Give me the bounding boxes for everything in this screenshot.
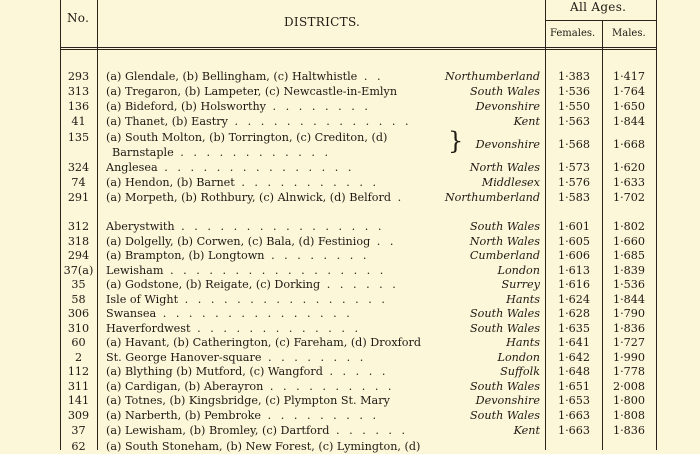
district-name: Haverfordwest . . . . . . . . . . . . .	[106, 322, 362, 335]
row-number: 37	[71, 424, 86, 437]
table-row	[0, 350, 700, 365]
row-number: 41	[71, 115, 86, 128]
county-name: Northumberland	[444, 70, 540, 83]
district-name: (a) Brampton, (b) Longtown . . . . . . . .	[106, 249, 370, 262]
male-value: 1·844	[612, 115, 646, 128]
county-name: Devonshire	[475, 394, 540, 407]
male-value: 1·668	[612, 138, 646, 151]
table-row	[0, 393, 700, 408]
district-name: Isle of Wight . . . . . . . . . . . . . . . .	[106, 293, 388, 306]
male-value: 1·727	[612, 336, 646, 349]
male-value: 1·620	[612, 161, 646, 174]
header-males: Males.	[612, 28, 646, 39]
rule-header-bottom-2	[60, 49, 656, 50]
row-number: 324	[67, 161, 90, 174]
district-name: Lewisham . . . . . . . . . . . . . . . . .	[106, 264, 387, 277]
male-value: 1·702	[612, 191, 646, 204]
table-row	[0, 408, 700, 423]
district-name: (a) South Molton, (b) Torrington, (c) Crediton, (d)	[106, 131, 388, 144]
district-name: (a) Morpeth, (b) Rothbury, (c) Alnwick, (d) Belford .	[106, 191, 405, 204]
header-females: Females.	[550, 28, 596, 39]
table-row	[0, 84, 700, 99]
county-name: London	[497, 351, 540, 364]
district-name: (a) Blything (b) Mutford, (c) Wangford . . . . .	[106, 365, 389, 378]
female-value: 1·663	[557, 424, 591, 437]
district-name: Swansea . . . . . . . . . . . . . . .	[106, 307, 353, 320]
district-name: (a) Totnes, (b) Kingsbridge, (c) Plympton St. Mary	[106, 394, 390, 407]
male-value: 1·685	[612, 249, 646, 262]
female-value: 1·550	[557, 100, 591, 113]
table-row	[0, 263, 700, 278]
row-number: 294	[67, 249, 90, 262]
county-name: South Wales	[470, 380, 540, 393]
male-value: 1·800	[612, 394, 646, 407]
female-value: 1·628	[557, 307, 591, 320]
row-number: 310	[67, 322, 90, 335]
table-row	[0, 321, 700, 336]
table-row	[0, 306, 700, 321]
district-name: St. George Hanover-square . . . . . . . .	[106, 351, 367, 364]
header-districts: DISTRICTS.	[284, 15, 361, 29]
male-value: 1·536	[612, 278, 646, 291]
table-row	[0, 379, 700, 394]
female-value: 1·635	[557, 322, 591, 335]
district-name: Anglesea . . . . . . . . . . . . . . .	[106, 161, 355, 174]
female-value: 1·606	[557, 249, 591, 262]
table-row	[0, 335, 700, 350]
row-number: 313	[67, 85, 90, 98]
female-value: 1·601	[557, 220, 591, 233]
female-value: 1·624	[557, 293, 591, 306]
county-name: Middlesex	[481, 176, 540, 189]
male-value: 1·839	[612, 264, 646, 277]
male-value: 1·633	[612, 176, 646, 189]
county-name: South Wales	[470, 85, 540, 98]
male-value: 1·844	[612, 293, 646, 306]
row-number: 60	[71, 336, 86, 349]
female-value: 1·642	[557, 351, 591, 364]
male-value: 1·836	[612, 322, 646, 335]
male-value: 1·778	[612, 365, 646, 378]
county-name: Devonshire	[475, 100, 540, 113]
county-name: Cumberland	[469, 249, 540, 262]
county-name: Hants	[506, 336, 540, 349]
female-value: 1·568	[557, 138, 591, 151]
row-number: 309	[67, 409, 90, 422]
male-value: 1·650	[612, 100, 646, 113]
county-name: Northumberland	[444, 191, 540, 204]
row-number: 312	[67, 220, 90, 233]
district-name: (a) Narberth, (b) Pembroke . . . . . . . . .	[106, 409, 380, 422]
table-row	[0, 277, 700, 292]
district-name: (a) South Stoneham, (b) New Forest, (c) Lymington, (d)	[106, 440, 421, 453]
female-value: 1·651	[557, 380, 591, 393]
table-row	[0, 99, 700, 114]
male-value: 1·836	[612, 424, 646, 437]
district-name: (a) Lewisham, (b) Bromley, (c) Dartford . . . . . .	[106, 424, 409, 437]
row-number: 2	[74, 351, 83, 364]
rule-allages	[545, 20, 656, 21]
district-name: (a) Havant, (b) Catherington, (c) Fareham, (d) Droxford	[106, 336, 422, 349]
female-value: 1·573	[557, 161, 591, 174]
county-name: Surrey	[501, 278, 540, 291]
table-row	[0, 423, 700, 438]
table-row	[0, 248, 700, 263]
county-name: Devonshire	[475, 138, 540, 151]
district-name: (a) Thanet, (b) Eastry . . . . . . . . . . . . . .	[106, 115, 412, 128]
female-value: 1·663	[557, 409, 591, 422]
female-value: 1·563	[557, 115, 591, 128]
header-no: No.	[67, 11, 90, 25]
county-name: Kent	[513, 424, 540, 437]
district-name: (a) Hendon, (b) Barnet . . . . . . . . . . .	[106, 176, 380, 189]
district-name: (a) Bideford, (b) Holsworthy . . . . . . . .	[106, 100, 371, 113]
table-row	[0, 160, 700, 175]
table-row	[0, 234, 700, 249]
male-value: 1·764	[612, 85, 646, 98]
row-number: 311	[67, 380, 90, 393]
county-name: South Wales	[470, 307, 540, 320]
female-value: 1·576	[557, 176, 591, 189]
county-name: South Wales	[470, 409, 540, 422]
male-value: 1·808	[612, 409, 646, 422]
row-number: 141	[67, 394, 90, 407]
table-row	[0, 219, 700, 234]
district-name: (a) Cardigan, (b) Aberayron . . . . . . . . . .	[106, 380, 395, 393]
row-number: 37(a)	[63, 264, 94, 277]
female-value: 1·653	[557, 394, 591, 407]
county-name: North Wales	[469, 161, 540, 174]
row-number: 62	[71, 440, 86, 453]
county-name: South Wales	[470, 322, 540, 335]
table-row	[0, 292, 700, 307]
row-number: 318	[67, 235, 90, 248]
row-number: 112	[67, 365, 90, 378]
male-value: 1·990	[612, 351, 646, 364]
male-value: 1·790	[612, 307, 646, 320]
male-value: 2·008	[612, 380, 646, 393]
row-number: 135	[67, 131, 90, 144]
county-name: Suffolk	[500, 365, 540, 378]
county-name: Hants	[506, 293, 540, 306]
male-value: 1·802	[612, 220, 646, 233]
county-name: London	[497, 264, 540, 277]
table-row	[0, 114, 700, 129]
row-number: 293	[67, 70, 90, 83]
female-value: 1·648	[557, 365, 591, 378]
female-value: 1·616	[557, 278, 591, 291]
rule-header-bottom	[60, 47, 656, 48]
county-name: Kent	[513, 115, 540, 128]
brace-icon: }	[448, 127, 464, 155]
table-row	[0, 439, 700, 454]
female-value: 1·605	[557, 235, 591, 248]
district-name: (a) Dolgelly, (b) Corwen, (c) Bala, (d) Festiniog . .	[106, 235, 397, 248]
header-all-ages: All Ages.	[570, 0, 627, 14]
district-continuation: Barnstaple . . . . . . . . . . . .	[112, 146, 332, 159]
table-row	[0, 175, 700, 190]
female-value: 1·583	[557, 191, 591, 204]
district-name: (a) Glendale, (b) Bellingham, (c) Haltwhistle . .	[106, 70, 384, 83]
row-number: 35	[71, 278, 86, 291]
district-name: (a) Tregaron, (b) Lampeter, (c) Newcastle-in-Emlyn	[106, 85, 398, 98]
table-row	[0, 190, 700, 205]
county-name: North Wales	[469, 235, 540, 248]
row-number: 136	[67, 100, 90, 113]
county-name: South Wales	[470, 220, 540, 233]
female-value: 1·536	[557, 85, 591, 98]
table-row	[0, 69, 700, 84]
row-number: 306	[67, 307, 90, 320]
male-value: 1·660	[612, 235, 646, 248]
table-row	[0, 364, 700, 379]
female-value: 1·613	[557, 264, 591, 277]
row-number: 291	[67, 191, 90, 204]
female-value: 1·383	[557, 70, 591, 83]
row-number: 74	[71, 176, 86, 189]
female-value: 1·641	[557, 336, 591, 349]
district-name: Aberystwith . . . . . . . . . . . . . . . .	[106, 220, 385, 233]
row-number: 58	[71, 293, 86, 306]
male-value: 1·417	[612, 70, 646, 83]
district-name: (a) Godstone, (b) Reigate, (c) Dorking . . . . . .	[106, 278, 399, 291]
